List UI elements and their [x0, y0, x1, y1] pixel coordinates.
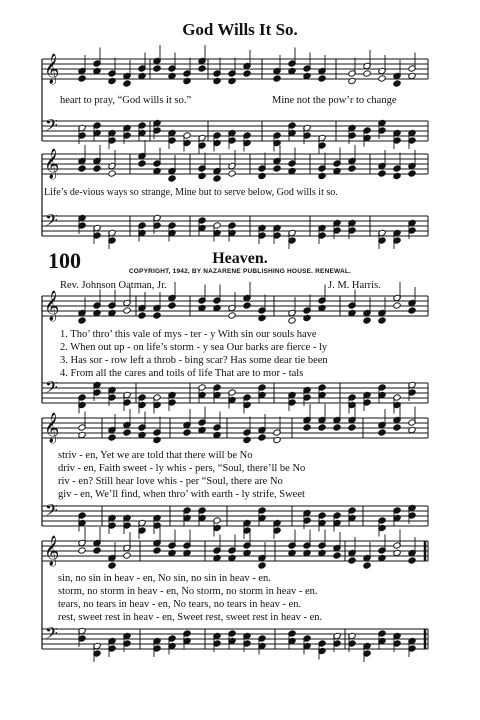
note-head	[288, 549, 296, 556]
note-head	[408, 426, 416, 433]
note-head	[168, 302, 176, 309]
note-head	[303, 549, 311, 556]
note-head	[78, 317, 86, 324]
note-head	[348, 165, 356, 172]
note-head	[138, 431, 146, 438]
clef-symbol: 𝄞	[44, 54, 60, 84]
verse2-line-1: 2. When out up - on life’s storm - y sea Our barks are fierce - ly	[60, 342, 328, 353]
note-head	[408, 557, 416, 564]
note-head	[123, 80, 131, 87]
note-head	[378, 317, 386, 324]
hymn-number: 100	[48, 248, 81, 273]
clef-symbol: 𝄞	[44, 149, 60, 179]
note-head	[213, 554, 221, 561]
verse4-line-2: giv - en, We’ll find, when thro’ with earth - ly strife, Sweet	[58, 489, 305, 500]
note-head	[78, 75, 86, 82]
note-head	[348, 557, 356, 564]
verse4-line-3: rest, sweet rest in heav - en, Sweet rest, sweet rest in heav - en.	[58, 612, 323, 623]
note-head	[318, 172, 326, 179]
note-head	[78, 431, 86, 438]
note-head	[273, 165, 281, 172]
note-head	[108, 77, 116, 84]
verse1-line-2: striv - en, Yet we are told that there will be No	[58, 450, 253, 461]
note-head	[93, 165, 101, 172]
note-head	[228, 77, 236, 84]
hymn1-lyric-line-1b: Mine not the pow’r to change	[272, 95, 397, 106]
note-head	[273, 75, 281, 82]
note-head	[153, 312, 161, 319]
note-head	[288, 167, 296, 174]
note-head	[213, 431, 221, 438]
note-head	[78, 547, 86, 554]
note-head	[123, 429, 131, 436]
note-head	[198, 172, 206, 179]
note-head	[183, 429, 191, 436]
note-head	[318, 549, 326, 556]
clef-symbol: 𝄢	[45, 377, 58, 401]
note-head	[153, 167, 161, 174]
note-head	[138, 312, 146, 319]
note-head	[318, 424, 326, 431]
verse3-line-3: tears, no tears in heav - en, No tears, no tears in heav - en.	[58, 599, 302, 610]
note-head	[183, 549, 191, 556]
clef-symbol: 𝄢	[45, 623, 58, 647]
note-head	[393, 424, 401, 431]
clef-symbol: 𝄞	[44, 536, 60, 566]
note-head	[258, 314, 266, 321]
note-head	[243, 302, 251, 309]
note-head	[258, 172, 266, 179]
note-head	[258, 434, 266, 441]
copyright-notice: COPYRIGHT, 1942, BY NAZARENE PUBLISHING HOUSE. RENEWAL.	[128, 268, 352, 275]
note-head	[333, 552, 341, 559]
note-head	[153, 436, 161, 443]
note-head	[393, 80, 401, 87]
note-head	[258, 562, 266, 569]
note-head	[108, 434, 116, 441]
note-head	[243, 549, 251, 556]
note-head	[228, 170, 236, 177]
clef-symbol: 𝄢	[45, 115, 58, 139]
verse2-line-3: storm, no storm in heav - en, No storm, no storm in heav - en.	[58, 586, 318, 597]
note-head	[303, 72, 311, 79]
verse1-line-3: sin, no sin in heav - en, No sin, no sin in heav - en.	[58, 573, 271, 584]
note-head	[348, 77, 356, 84]
lyricist-credit: Rev. Johnson Oatman, Jr.	[60, 280, 167, 291]
note-head	[288, 317, 296, 324]
hymn-title-heaven: Heaven.	[212, 250, 268, 267]
note-head	[168, 72, 176, 79]
note-head	[408, 307, 416, 314]
note-head	[93, 309, 101, 316]
note-head	[363, 562, 371, 569]
note-head	[393, 172, 401, 179]
note-head	[198, 65, 206, 72]
verse4-line-1: 4. From all the cares and toils of life That are to mor - tals	[60, 368, 304, 379]
note-head	[243, 70, 251, 77]
note-head	[168, 549, 176, 556]
note-head	[273, 436, 281, 443]
note-head	[108, 562, 116, 569]
note-head	[318, 75, 326, 82]
note-head	[108, 309, 116, 316]
verse3-line-2: riv - en? Still hear love whis - per “Soul, there are No	[58, 476, 283, 487]
note-head	[363, 317, 371, 324]
note-head	[183, 77, 191, 84]
note-head	[393, 549, 401, 556]
note-head	[78, 165, 86, 172]
hymn1-lyric-line-1a: heart to pray, “God wills it so.”	[60, 95, 192, 106]
note-head	[213, 304, 221, 311]
note-head	[213, 175, 221, 182]
note-head	[243, 436, 251, 443]
note-head	[318, 304, 326, 311]
note-head	[93, 67, 101, 74]
hymn1-lyric-line-2: Life’s de-vious ways so strange, Mine but to serve below, God wills it so.	[44, 187, 338, 198]
note-head	[138, 72, 146, 79]
note-head	[168, 175, 176, 182]
verse1-line-1: 1. Tho’ thro’ this vale of mys - ter - y With sin our souls have	[60, 329, 317, 340]
note-head	[393, 302, 401, 309]
note-head	[348, 424, 356, 431]
note-head	[153, 547, 161, 554]
note-head	[123, 307, 131, 314]
note-head	[93, 547, 101, 554]
note-head	[378, 170, 386, 177]
verse3-line-1: 3. Has sor - row left a throb - bing scar? Has some dear tie been	[60, 355, 328, 366]
note-head	[333, 167, 341, 174]
note-head	[138, 160, 146, 167]
clef-symbol: 𝄞	[44, 413, 60, 443]
note-head	[378, 429, 386, 436]
note-head	[378, 554, 386, 561]
note-head	[288, 67, 296, 74]
note-head	[198, 304, 206, 311]
hymn-title-god-wills-it-so: God Wills It So.	[182, 20, 298, 39]
note-head	[408, 72, 416, 79]
clef-symbol: 𝄞	[44, 291, 60, 321]
note-head	[198, 426, 206, 433]
note-head	[348, 309, 356, 316]
note-head	[363, 70, 371, 77]
note-head	[378, 75, 386, 82]
note-head	[213, 77, 221, 84]
note-head	[408, 170, 416, 177]
note-head	[303, 314, 311, 321]
note-head	[228, 554, 236, 561]
note-head	[303, 424, 311, 431]
composer-credit: J. M. Harris.	[328, 280, 381, 291]
note-head	[123, 552, 131, 559]
verse2-line-2: driv - en, Faith sweet - ly whis - pers, “Soul, there’ll be No	[58, 463, 306, 474]
note-head	[153, 65, 161, 72]
note-head	[333, 424, 341, 431]
note-head	[228, 312, 236, 319]
clef-symbol: 𝄢	[45, 210, 58, 234]
note-head	[108, 170, 116, 177]
clef-symbol: 𝄢	[45, 500, 58, 524]
